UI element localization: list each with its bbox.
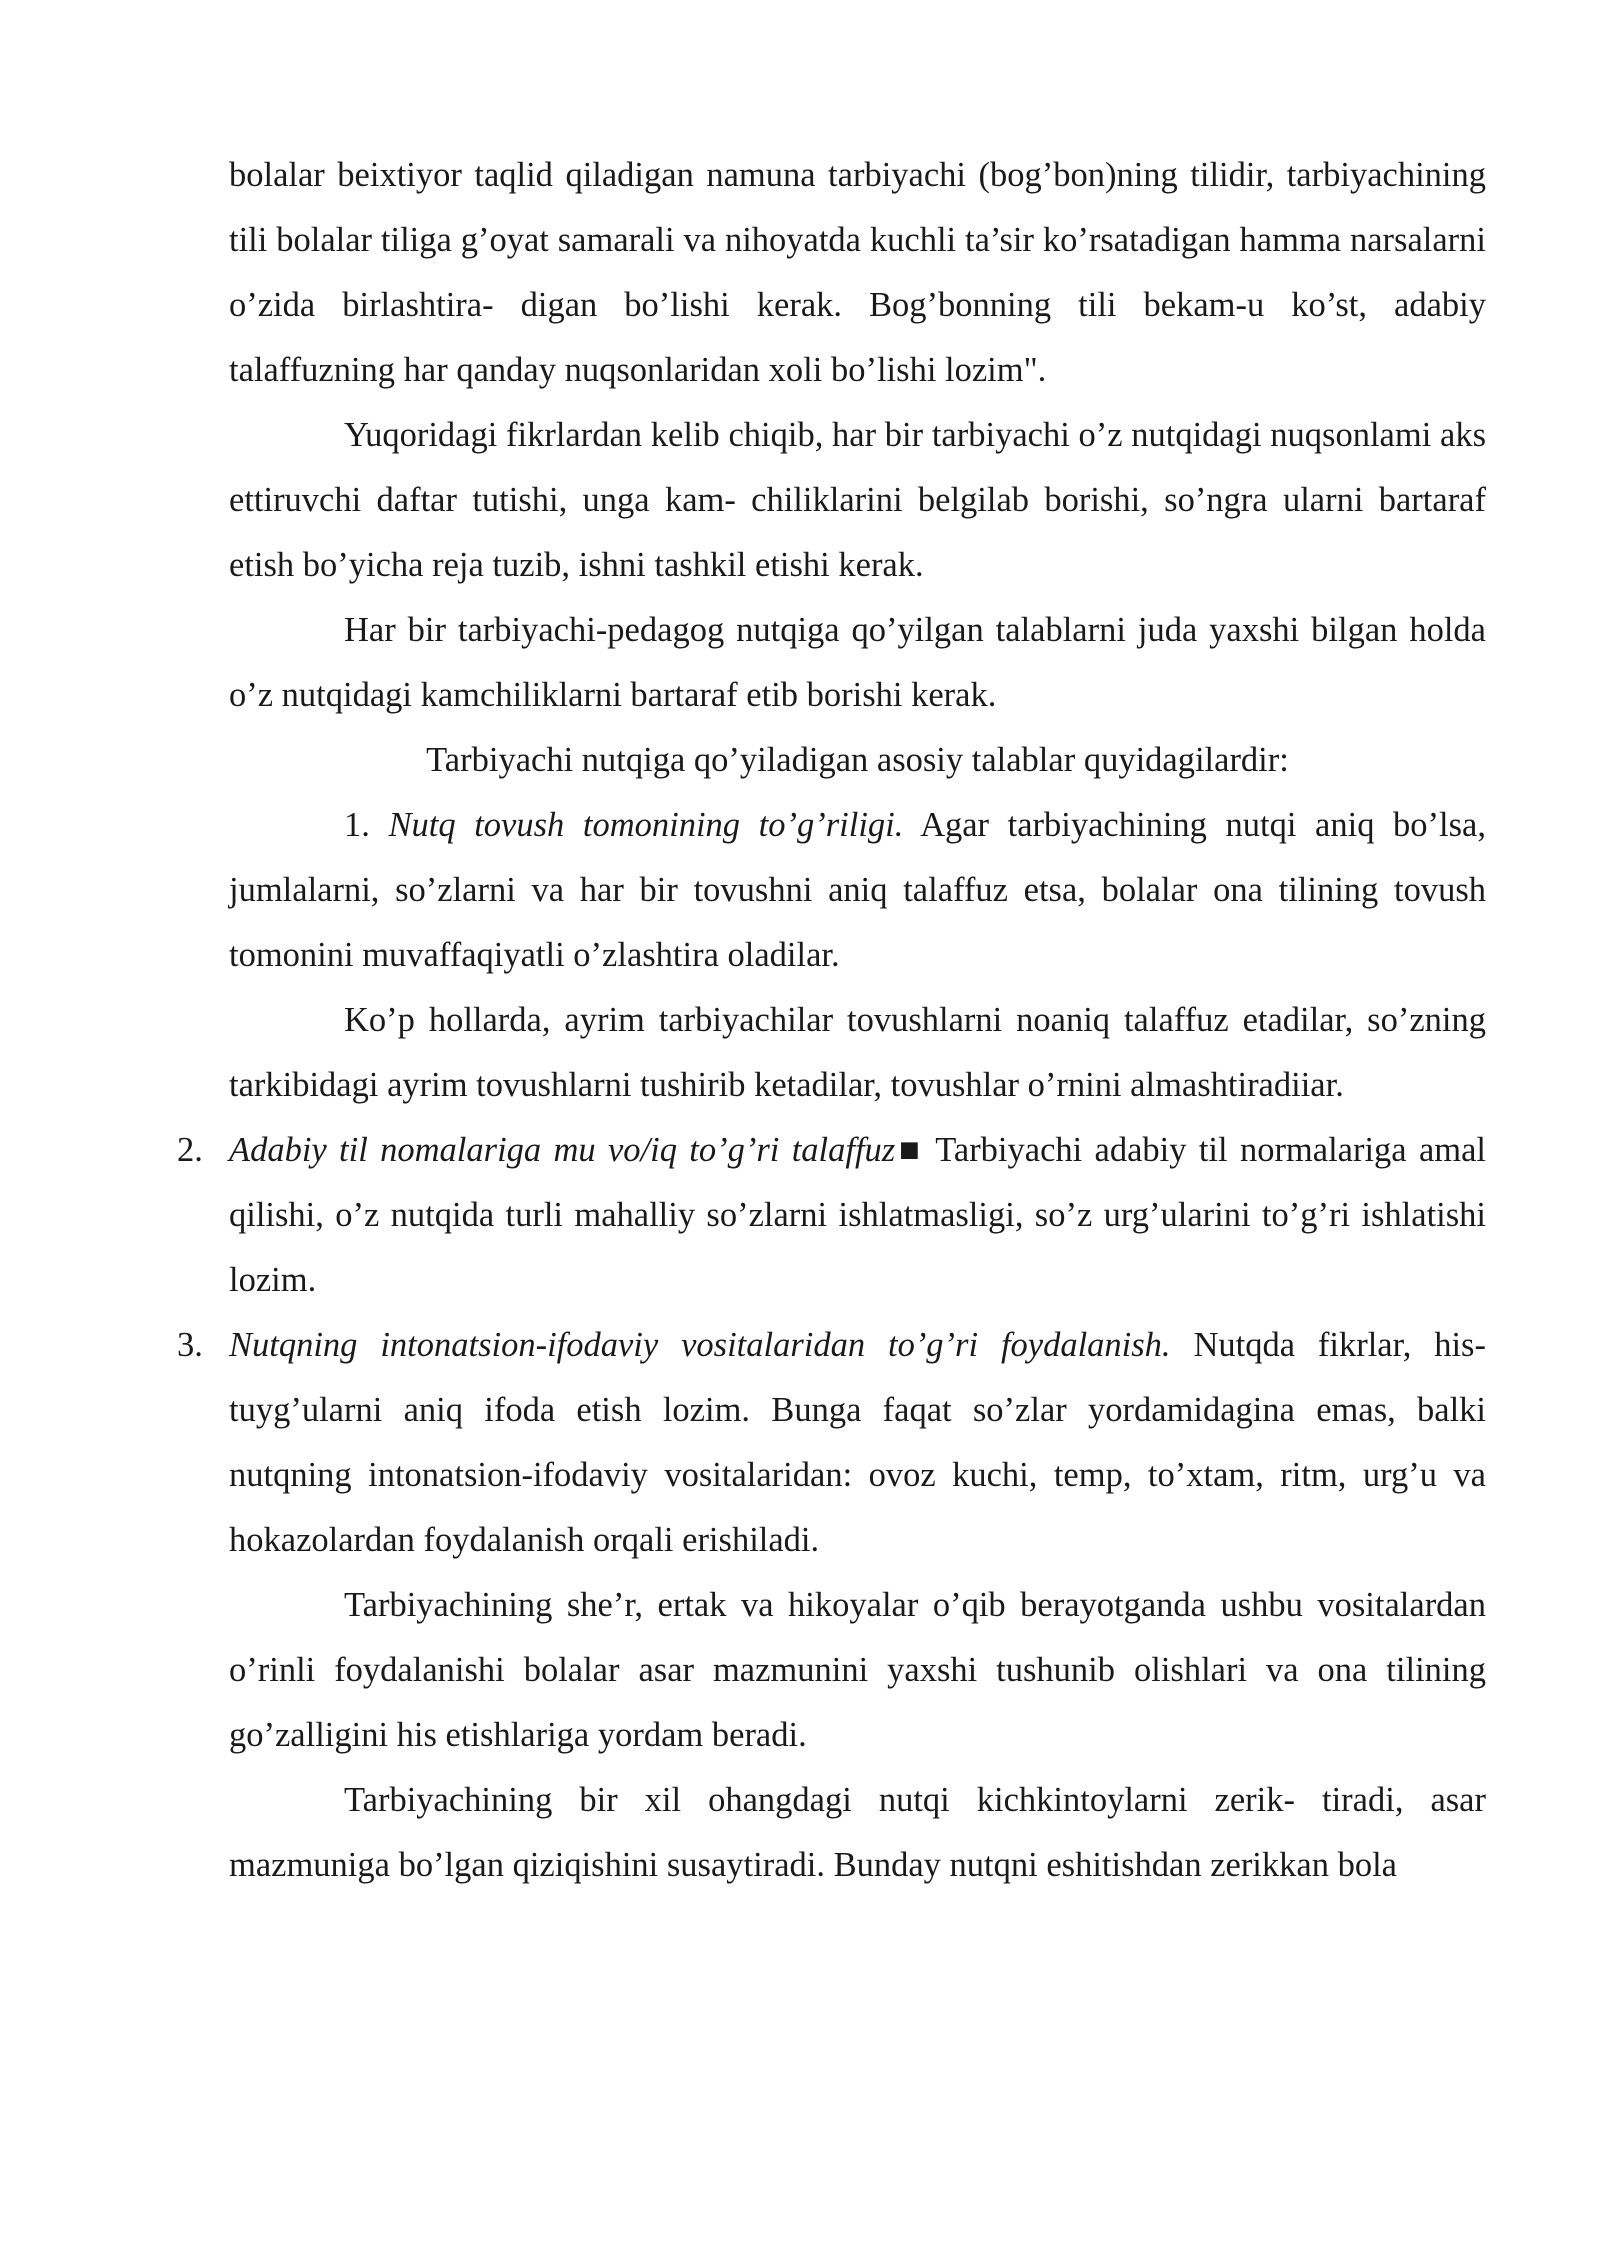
- requirement-item-2: [177, 1118, 1486, 1313]
- paragraph-3: Har bir tarbiyachi-pedagog nutqiga qo’yilgan talablarni juda yaxshi bilgan holda o’z nutqidagi kamchiliklarni bartaraf etib borishi kerak.: [229, 611, 1486, 714]
- requirement-item-3: [177, 1313, 1486, 1573]
- item-3-text: Nutqda fikrlar, his-tuyg’ularni aniq ifoda etish lozim. Bunga faqat so’zlar yordamidagina emas, balki nutqning intonatsion-ifodaviy vositalaridan: ovoz kuchi, temp, to’xtam, ritm, urg’u va hokazolardan foydalanish orqali erishiladi.: [229, 1326, 1486, 1559]
- item-3-number: 3.: [177, 1326, 203, 1364]
- requirements-heading: Tarbiyachi nutqiga qo’yiladigan asosiy talablar quyidagilardir:: [426, 741, 1289, 779]
- item-2-marker: ■: [895, 1131, 924, 1169]
- item-1-text: Agar tarbiyachining nutqi aniq bo’lsa, jumlalarni, so’zlarni va har bir tovushni aniq talaffuz etsa, bolalar ona tilining tovush tomonini muvaffaqiyatli o’zlashtira oladilar.: [229, 806, 1486, 974]
- paragraph-6: Tarbiyachining bir xil ohangdagi nutqi kichkintoylarni zerik- tiradi, asar mazmuniga bo’lgan qiziqishini susaytiradi. Bunday nutqni eshitishdan zerikkan bola: [229, 1781, 1486, 1884]
- item-2-text: Tarbiyachi adabiy til normalariga amal qilishi, o’z nutqida turli mahalliy so’zlarni ishlatmasligi, so’z urg’ularini to’g’ri ishlatishi lozim.: [229, 1131, 1486, 1299]
- paragraph-2: Yuqoridagi fikrlardan kelib chiqib, har bir tarbiyachi o’z nutqidagi nuqsonlami aks ettiruvchi daftar tutishi, unga kam- chiliklarini belgilab borishi, so’ngra ularni bartaraf etish bo’yicha reja tuzib, ishni tashkil etishi kerak.: [229, 416, 1486, 584]
- item-3-title: Nutqning intonatsion-ifodaviy vositalaridan to’g’ri foydalanish.: [229, 1326, 1171, 1364]
- paragraph-5: Tarbiyachining she’r, ertak va hikoyalar o’qib berayotganda ushbu vositalardan o’rinli foydalanishi bolalar asar mazmunini yaxshi tushunib olishlari va ona tilining go’zalligini his etishlariga yordam beradi.: [229, 1586, 1486, 1754]
- page-body: [177, 143, 1486, 1898]
- paragraph-4: Ko’p hollarda, ayrim tarbiyachilar tovushlarni noaniq talaffuz etadilar, so’zning tarkibidagi ayrim tovushlarni tushirib ketadilar, tovushlar o’rnini almashtiradiiar.: [229, 1001, 1486, 1104]
- item-2-number: 2.: [177, 1131, 203, 1169]
- item-1-title: Nutq tovush tomonining to’g’riligi.: [388, 806, 904, 844]
- paragraph-1: bolalar beixtiyor taqlid qiladigan namuna tarbiyachi (bog’bon)ning tilidir, tarbiyachining tili bolalar tiliga g’oyat samarali va nihoyatda kuchli ta’sir ko’rsatadigan hamma narsalarni o’zida birlashtira- digan bo’lishi kerak. Bog’bonning tili bekam-u ko’st, adabiy talaffuzning har qanday nuqsonlaridan xoli bo’lishi lozim".: [229, 156, 1486, 389]
- item-1-number: 1.: [344, 806, 370, 844]
- requirement-item-1: [229, 793, 1486, 988]
- item-2-title: Adabiy til nomalariga mu vo/iq to’g’ri talaffuz: [229, 1131, 896, 1169]
